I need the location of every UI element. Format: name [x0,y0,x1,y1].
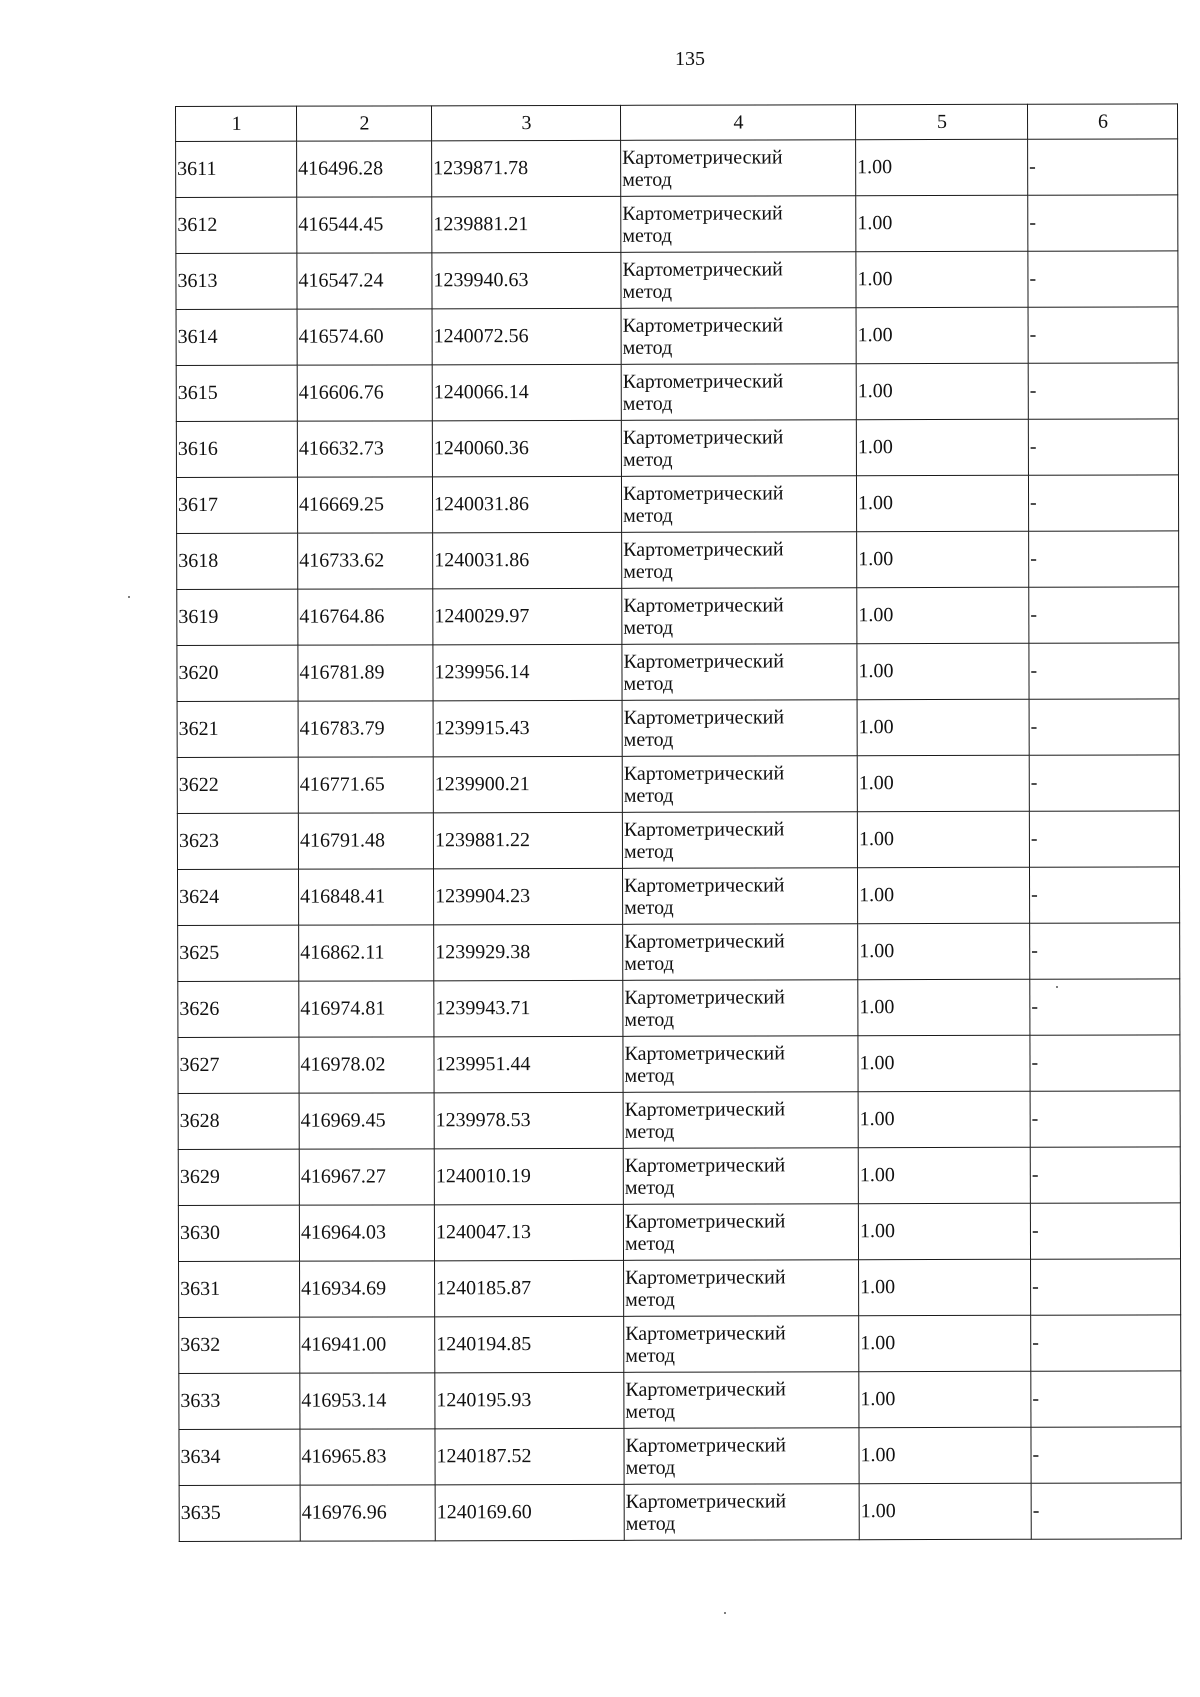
method-line-2: метод [624,896,674,919]
cell-y-coordinate: 1240031.86 [432,476,621,532]
cell-note: - [1028,475,1178,531]
cell-accuracy: 1.00 [859,1483,1031,1539]
cell-accuracy: 1.00 [857,643,1029,699]
table-row [176,139,1178,198]
cell-point-number: 3632 [179,1317,300,1373]
method-line-2: метод [623,560,673,583]
cell-y-coordinate: 1240187.52 [435,1428,624,1484]
cell-method [624,1316,859,1373]
cell-note: - [1029,811,1179,867]
cell-note: - [1030,1091,1180,1147]
scan-speck [1056,986,1058,988]
cell-note: - [1029,531,1179,587]
table-row [177,755,1179,814]
cell-accuracy: 1.00 [858,1203,1030,1259]
cell-accuracy: 1.00 [857,755,1029,811]
table-row [178,979,1180,1038]
cell-method [621,140,856,197]
method-line-1: Картометрический [624,1209,786,1233]
cell-x-coordinate: 416978.02 [299,1037,434,1093]
cell-x-coordinate: 416669.25 [297,477,432,533]
table-row [178,1091,1180,1150]
cell-note: - [1030,923,1180,979]
cell-y-coordinate: 1239881.22 [433,812,622,868]
cell-x-coordinate: 416733.62 [298,533,433,589]
cell-point-number: 3620 [177,645,298,701]
cell-note: - [1028,363,1178,419]
table-row [176,475,1178,534]
table-body [176,139,1182,1542]
cell-point-number: 3623 [177,813,298,869]
cell-y-coordinate: 1240060.36 [432,420,621,476]
cell-x-coordinate: 416967.27 [299,1149,434,1205]
cell-point-number: 3615 [176,365,297,421]
cell-y-coordinate: 1239940.63 [432,252,621,308]
method-line-2: метод [623,728,674,751]
cell-y-coordinate: 1240195.93 [435,1372,624,1428]
cell-point-number: 3621 [177,701,298,757]
coordinates-table [175,103,1182,1542]
cell-point-number: 3617 [176,477,297,533]
method-line-2: метод [624,1232,675,1255]
cell-accuracy: 1.00 [858,1035,1030,1091]
cell-y-coordinate: 1239978.53 [434,1092,623,1148]
table-row [176,307,1178,366]
method-line-2: метод [625,1288,675,1311]
cell-x-coordinate: 416632.73 [297,421,432,477]
method-line-1: Картометрический [625,1489,787,1513]
cell-point-number: 3611 [176,141,297,197]
method-line-1: Картометрический [623,649,784,673]
cell-note: - [1031,1259,1181,1315]
method-line-1: Картометрический [624,1097,786,1121]
cell-accuracy: 1.00 [858,1091,1030,1147]
cell-note: - [1029,699,1179,755]
cell-note: - [1029,643,1179,699]
cell-method [622,532,857,589]
cell-method [622,812,857,869]
cell-method [623,1036,858,1093]
cell-y-coordinate: 1240194.85 [435,1316,624,1372]
cell-point-number: 3634 [179,1429,300,1485]
method-line-1: Картометрический [623,761,785,785]
cell-method [621,308,856,365]
cell-x-coordinate: 416771.65 [298,757,433,813]
cell-accuracy: 1.00 [857,531,1029,587]
method-line-1: Картометрический [623,593,784,617]
header-col-4: 4 [620,105,855,141]
cell-method [621,364,856,421]
table-row [178,1203,1180,1262]
cell-point-number: 3624 [177,869,298,925]
cell-accuracy: 1.00 [858,1147,1030,1203]
cell-x-coordinate: 416574.60 [297,309,432,365]
cell-method [623,924,858,981]
cell-note: - [1031,1427,1181,1483]
cell-y-coordinate: 1240031.86 [433,532,622,588]
cell-y-coordinate: 1240169.60 [435,1484,624,1540]
cell-point-number: 3626 [178,981,299,1037]
cell-accuracy: 1.00 [857,811,1029,867]
header-col-6: 6 [1027,104,1177,139]
method-line-2: метод [622,280,673,303]
cell-accuracy: 1.00 [859,1315,1031,1371]
cell-x-coordinate: 416783.79 [298,701,433,757]
cell-note: - [1031,1315,1181,1371]
cell-method [622,700,857,757]
cell-method [624,1428,859,1485]
cell-accuracy: 1.00 [859,1371,1031,1427]
cell-accuracy: 1.00 [856,251,1028,307]
table-row [176,195,1178,254]
cell-x-coordinate: 416862.11 [299,925,434,981]
cell-point-number: 3612 [176,197,297,253]
cell-note: - [1029,867,1179,923]
cell-note: - [1028,419,1178,475]
cell-note: - [1031,1483,1181,1539]
cell-method [623,980,858,1037]
cell-x-coordinate: 416547.24 [297,253,432,309]
cell-x-coordinate: 416974.81 [299,981,434,1037]
cell-accuracy: 1.00 [859,1427,1031,1483]
table-row [177,643,1179,702]
method-line-1: Картометрический [623,705,785,729]
cell-note: - [1028,139,1178,195]
method-line-1: Картометрический [624,929,785,953]
cell-point-number: 3627 [178,1037,299,1093]
method-line-1: Картометрический [622,201,783,225]
cell-y-coordinate: 1239951.44 [434,1036,623,1092]
cell-point-number: 3633 [179,1373,300,1429]
cell-point-number: 3613 [176,253,297,309]
method-line-1: Картометрический [622,369,784,393]
table-row [177,867,1179,926]
header-col-3: 3 [432,105,621,140]
table-row [176,251,1178,310]
method-line-1: Картометрический [623,817,785,841]
cell-x-coordinate: 416976.96 [300,1485,435,1541]
method-line-1: Картометрический [622,425,784,449]
method-line-2: метод [625,1456,676,1479]
method-line-2: метод [624,1176,675,1199]
table-row [178,923,1180,982]
cell-accuracy: 1.00 [856,363,1028,419]
cell-method [621,476,856,533]
cell-method [622,756,857,813]
cell-y-coordinate: 1239904.23 [433,868,622,924]
table-header [176,104,1178,142]
table-row [177,531,1179,590]
method-line-2: метод [625,1400,676,1423]
cell-method [624,1260,859,1317]
cell-method [623,1092,858,1149]
cell-method [621,420,856,477]
method-line-2: метод [624,1120,675,1143]
cell-accuracy: 1.00 [858,923,1030,979]
cell-method [623,1148,858,1205]
cell-note: - [1028,195,1178,251]
cell-point-number: 3631 [179,1261,300,1317]
method-line-2: метод [622,168,672,191]
method-line-1: Картометрический [624,873,785,897]
cell-x-coordinate: 416964.03 [299,1205,434,1261]
header-col-5: 5 [855,104,1027,139]
cell-accuracy: 1.00 [856,475,1028,531]
cell-y-coordinate: 1239881.21 [432,196,621,252]
cell-accuracy: 1.00 [856,139,1028,195]
cell-method [624,1372,859,1429]
cell-x-coordinate: 416965.83 [300,1429,435,1485]
header-col-1: 1 [176,106,297,141]
method-line-2: метод [625,1512,676,1535]
method-line-1: Картометрический [622,481,784,505]
cell-note: - [1028,251,1178,307]
cell-note: - [1031,1371,1181,1427]
cell-y-coordinate: 1239915.43 [433,700,622,756]
cell-accuracy: 1.00 [857,699,1029,755]
method-line-2: метод [625,1344,675,1367]
table-row [179,1483,1181,1542]
cell-x-coordinate: 416848.41 [298,869,433,925]
cell-y-coordinate: 1240185.87 [435,1260,624,1316]
cell-accuracy: 1.00 [856,195,1028,251]
cell-x-coordinate: 416941.00 [300,1317,435,1373]
table-row [177,699,1179,758]
cell-point-number: 3635 [179,1485,300,1541]
cell-accuracy: 1.00 [859,1259,1031,1315]
cell-accuracy: 1.00 [856,419,1028,475]
cell-point-number: 3622 [177,757,298,813]
method-line-1: Картометрический [623,537,784,561]
cell-method [622,644,857,701]
method-line-1: Картометрический [625,1321,786,1345]
cell-x-coordinate: 416764.86 [298,589,433,645]
cell-y-coordinate: 1240072.56 [432,308,621,364]
method-line-2: метод [622,448,673,471]
table-row [176,419,1178,478]
method-line-1: Картометрический [622,145,783,169]
cell-point-number: 3619 [177,589,298,645]
cell-note: - [1028,307,1178,363]
method-line-1: Картометрический [625,1433,786,1457]
header-row [176,104,1178,142]
cell-x-coordinate: 416496.28 [297,141,432,197]
method-line-1: Картометрический [624,1153,786,1177]
cell-point-number: 3628 [178,1093,299,1149]
method-line-2: метод [623,840,674,863]
cell-y-coordinate: 1239943.71 [434,980,623,1036]
cell-method [621,252,856,309]
cell-accuracy: 1.00 [857,867,1029,923]
scan-speck [724,1612,726,1614]
method-line-1: Картометрический [625,1377,786,1401]
cell-accuracy: 1.00 [857,587,1029,643]
cell-method [621,196,856,253]
method-line-2: метод [623,616,674,639]
method-line-2: метод [623,672,674,695]
method-line-1: Картометрический [624,1041,785,1065]
table-row [178,1147,1180,1206]
cell-y-coordinate: 1240029.97 [433,588,622,644]
method-line-2: метод [622,336,673,359]
table-row [179,1315,1181,1374]
cell-note: - [1030,979,1180,1035]
cell-note: - [1030,1035,1180,1091]
cell-x-coordinate: 416969.45 [299,1093,434,1149]
cell-y-coordinate: 1239956.14 [433,644,622,700]
page-number: 135 [675,48,705,70]
cell-note: - [1029,587,1179,643]
table-row [177,811,1179,870]
cell-accuracy: 1.00 [858,979,1030,1035]
cell-y-coordinate: 1239871.78 [432,140,621,196]
cell-y-coordinate: 1239900.21 [433,756,622,812]
method-line-1: Картометрический [625,1265,786,1289]
method-line-1: Картометрический [622,257,783,281]
cell-x-coordinate: 416544.45 [297,197,432,253]
cell-point-number: 3618 [177,533,298,589]
cell-point-number: 3630 [178,1205,299,1261]
cell-note: - [1030,1147,1180,1203]
cell-x-coordinate: 416606.76 [297,365,432,421]
method-line-2: метод [624,1008,675,1031]
cell-method [622,588,857,645]
method-line-2: метод [622,224,672,247]
cell-point-number: 3616 [176,421,297,477]
method-line-2: метод [623,504,673,527]
method-line-1: Картометрический [622,313,784,337]
method-line-2: метод [623,784,674,807]
cell-method [623,1204,858,1261]
method-line-2: метод [624,1064,675,1087]
table-row [179,1259,1181,1318]
cell-y-coordinate: 1240066.14 [432,364,621,420]
table-row [179,1427,1181,1486]
cell-y-coordinate: 1240010.19 [434,1148,623,1204]
cell-x-coordinate: 416953.14 [300,1373,435,1429]
cell-x-coordinate: 416781.89 [298,645,433,701]
table-row [176,363,1178,422]
cell-method [622,868,857,925]
method-line-2: метод [622,392,673,415]
cell-point-number: 3629 [178,1149,299,1205]
cell-method [624,1484,859,1541]
table-row [179,1371,1181,1430]
cell-note: - [1029,755,1179,811]
cell-note: - [1030,1203,1180,1259]
method-line-2: метод [624,952,674,975]
cell-point-number: 3625 [178,925,299,981]
cell-x-coordinate: 416791.48 [298,813,433,869]
table-row [177,587,1179,646]
method-line-1: Картометрический [624,985,785,1009]
scan-speck [128,596,130,598]
cell-x-coordinate: 416934.69 [300,1261,435,1317]
header-col-2: 2 [297,106,432,141]
cell-y-coordinate: 1239929.38 [434,924,623,980]
cell-y-coordinate: 1240047.13 [434,1204,623,1260]
cell-accuracy: 1.00 [856,307,1028,363]
table-row [178,1035,1180,1094]
cell-point-number: 3614 [176,309,297,365]
